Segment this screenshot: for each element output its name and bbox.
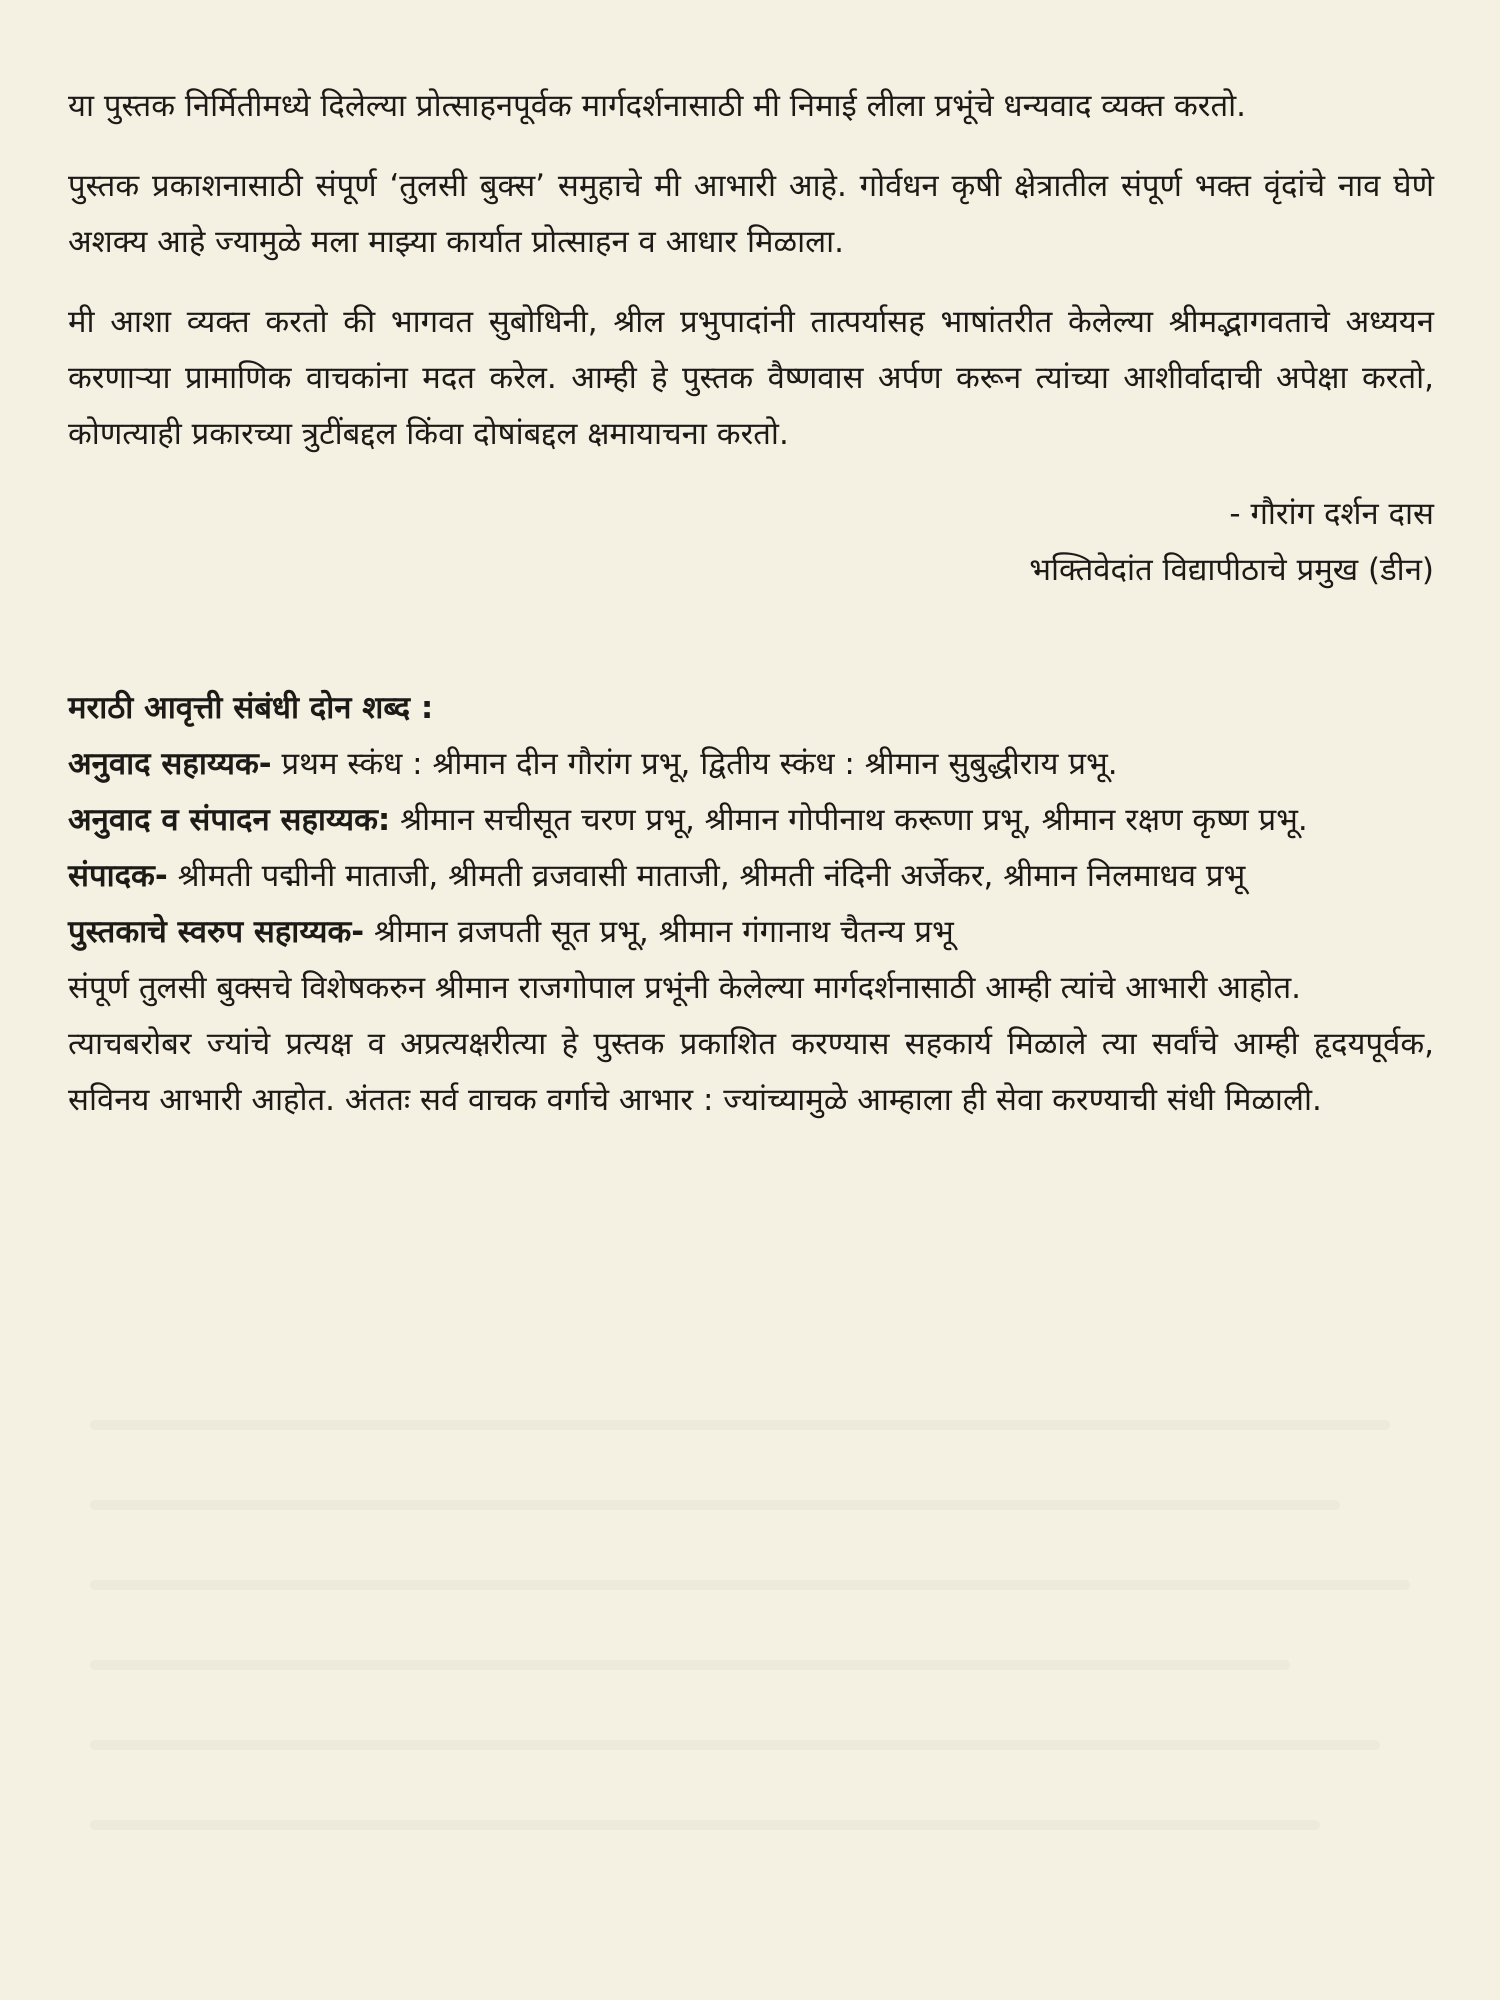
signature-title: भक्तिवेदांत विद्यापीठाचे प्रमुख (डीन): [1029, 552, 1434, 588]
credit-text: श्रीमती पद्मीनी माताजी, श्रीमती व्रजवासी माताजी, श्रीमती नंदिनी अर्जेकर, श्रीमान निलमाधव प्रभू: [167, 858, 1246, 894]
paragraph-thanks-nimai: या पुस्तक निर्मितीमध्ये दिलेल्या प्रोत्साहनपूर्वक मार्गदर्शनासाठी मी निमाई लीला प्रभूंचे धन्यवाद व्यक्त करतो.: [68, 88, 1247, 124]
credit-design-assistant: [68, 904, 1434, 960]
credit-text: प्रथम स्कंध : श्रीमान दीन गौरांग प्रभू, द्वितीय स्कंध : श्रीमान सुबुद्धीराय प्रभू.: [271, 746, 1118, 782]
show-through-line: [90, 1500, 1340, 1510]
document-page: [68, 78, 1434, 1128]
credit-translation-assistant: [68, 736, 1434, 792]
credit-text: श्रीमान सचीसूत चरण प्रभू, श्रीमान गोपीनाथ करूणा प्रभू, श्रीमान रक्षण कृष्ण प्रभू.: [390, 802, 1308, 838]
signature-name: - गौरांग दर्शन दास: [1229, 496, 1434, 532]
signature-block: [68, 486, 1434, 598]
show-through-line: [90, 1580, 1410, 1590]
paragraph-hope: मी आशा व्यक्त करतो की भागवत सुबोधिनी, श्रील प्रभुपादांनी तात्पर्यासह भाषांतरीत केलेल्या श्रीमद्भागवताचे अध्ययन करणाऱ्या प्रामाणिक वाचकांना मदत करेल. आम्ही हे पुस्तक वैष्णवास अर्पण करून त्यांच्या आशीर्वादाची अपेक्षा करतो, कोणत्याही प्रकारच्या त्रुटींबद्दल किंवा दोषांबद्दल क्षमायाचना करतो.: [68, 304, 1434, 452]
credit-label: अनुवाद व संपादन सहाय्यक:: [68, 802, 391, 838]
credit-translation-editing-assistant: [68, 792, 1434, 848]
closing-paragraph-all-readers: त्याचबरोबर ज्यांचे प्रत्यक्ष व अप्रत्यक्षरीत्या हे पुस्तक प्रकाशित करण्यास सहकार्य मिळाले त्या सर्वांचे आम्ही हृदयपूर्वक, सविनय आभारी आहोत. अंततः सर्व वाचक वर्गाचे आभार : ज्यांच्यामुळे आम्हाला ही सेवा करण्याची संधी मिळाली.: [68, 1026, 1434, 1118]
paragraph-thanks-tulsi-books: पुस्तक प्रकाशनासाठी संपूर्ण ‘तुलसी बुक्स’ समुहाचे मी आभारी आहे. गोर्वधन कृषी क्षेत्रातील संपूर्ण भक्त वृंदांचे नाव घेणे अशक्य आहे ज्यामुळे मला माझ्या कार्यात प्रोत्साहन व आधार मिळाला.: [68, 168, 1434, 260]
closing-paragraph-rajgopal: संपूर्ण तुलसी बुक्सचे विशेषकरुन श्रीमान राजगोपाल प्रभूंनी केलेल्या मार्गदर्शनासाठी आम्ही त्यांचे आभारी आहोत.: [68, 970, 1301, 1006]
section-heading: मराठी आवृत्ती संबंधी दोन शब्द :: [68, 690, 434, 726]
credit-text: श्रीमान व्रजपती सूत प्रभू, श्रीमान गंगानाथ चैतन्य प्रभू: [364, 914, 954, 950]
show-through-line: [90, 1420, 1390, 1430]
credit-label: संपादक-: [68, 858, 168, 894]
show-through-line: [90, 1660, 1290, 1670]
credit-label: अनुवाद सहाय्यक-: [68, 746, 272, 782]
show-through-line: [90, 1740, 1380, 1750]
show-through-line: [90, 1820, 1320, 1830]
credit-label: पुस्तकाचे स्वरुप सहाय्यक-: [68, 914, 365, 950]
credit-editors: [68, 848, 1434, 904]
